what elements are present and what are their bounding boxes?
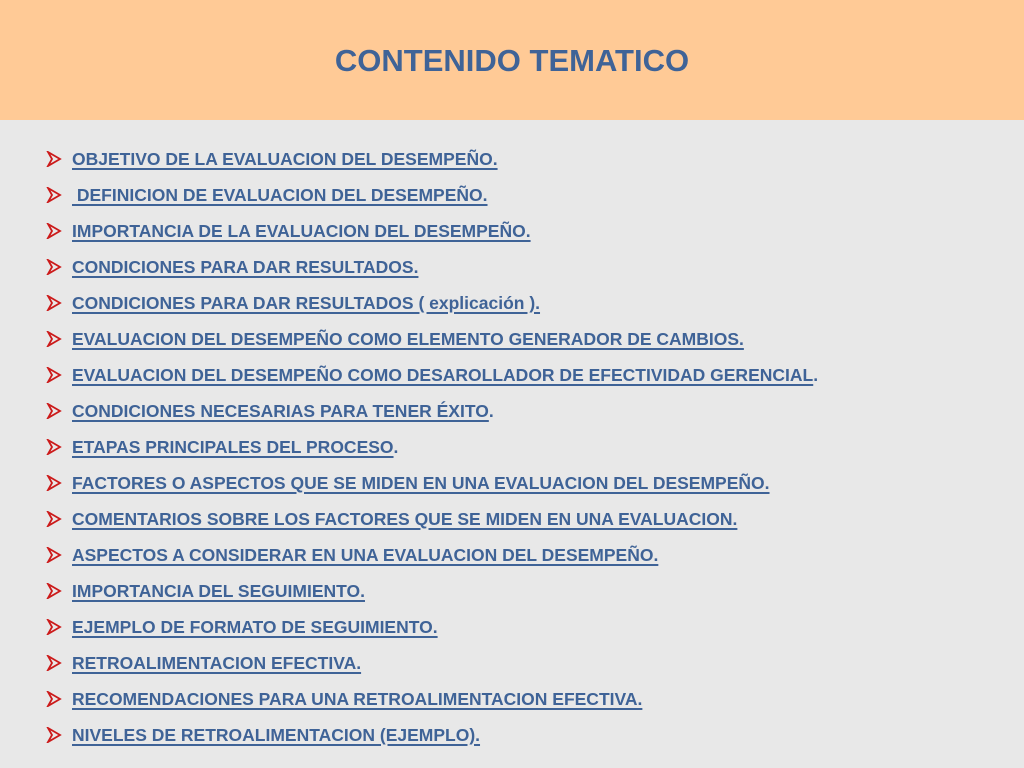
arrow-bullet-icon <box>46 367 72 383</box>
topic-item <box>46 285 818 321</box>
topic-item <box>46 681 818 717</box>
arrow-bullet-icon <box>46 475 72 491</box>
arrow-bullet-icon <box>46 331 72 347</box>
arrow-bullet-icon <box>46 439 72 455</box>
topic-link[interactable]: FACTORES O ASPECTOS QUE SE MIDEN EN UNA EVALUACION DEL DESEMPEÑO. <box>72 472 770 493</box>
topic-item <box>46 465 818 501</box>
slide-title: CONTENIDO TEMATICO <box>334 43 690 78</box>
arrow-bullet-icon <box>46 295 72 311</box>
topic-item <box>46 213 818 249</box>
arrow-bullet-icon <box>46 583 72 599</box>
topic-link[interactable]: ASPECTOS A CONSIDERAR EN UNA EVALUACION DEL DESEMPEÑO. <box>72 544 659 565</box>
topic-item <box>46 429 818 465</box>
topic-item <box>46 249 818 285</box>
topic-item <box>46 537 818 573</box>
topic-item <box>46 177 818 213</box>
arrow-bullet-icon <box>46 655 72 671</box>
topic-item <box>46 645 818 681</box>
topic-item <box>46 609 818 645</box>
arrow-bullet-icon <box>46 727 72 743</box>
topic-link[interactable]: EJEMPLO DE FORMATO DE SEGUIMIENTO. <box>72 616 438 637</box>
topic-item <box>46 357 818 393</box>
topic-item <box>46 573 818 609</box>
topic-link[interactable]: ETAPAS PRINCIPALES DEL PROCESO <box>72 436 394 457</box>
topic-item <box>46 321 818 357</box>
topic-item <box>46 717 818 753</box>
arrow-bullet-icon <box>46 151 72 167</box>
arrow-bullet-icon <box>46 547 72 563</box>
topic-link[interactable]: RECOMENDACIONES PARA UNA RETROALIMENTACION EFECTIVA. <box>72 688 643 709</box>
topic-link[interactable]: CONDICIONES PARA DAR RESULTADOS. <box>72 256 419 277</box>
topic-item <box>46 141 818 177</box>
topic-link[interactable]: IMPORTANCIA DE LA EVALUACION DEL DESEMPEÑO. <box>72 220 531 241</box>
topic-link[interactable]: OBJETIVO DE LA EVALUACION DEL DESEMPEÑO. <box>72 148 498 169</box>
topic-link[interactable]: CONDICIONES NECESARIAS PARA TENER ÉXITO <box>72 400 489 421</box>
topic-link[interactable]: RETROALIMENTACION EFECTIVA. <box>72 652 362 673</box>
topic-item <box>46 501 818 537</box>
topic-trailing-punct: . <box>488 400 494 421</box>
arrow-bullet-icon <box>46 511 72 527</box>
topic-trailing-punct: . <box>393 436 399 457</box>
topic-link[interactable]: IMPORTANCIA DEL SEGUIMIENTO. <box>72 580 365 601</box>
arrow-bullet-icon <box>46 187 72 203</box>
topic-trailing-punct: . <box>813 364 819 385</box>
arrow-bullet-icon <box>46 403 72 419</box>
topic-link[interactable]: CONDICIONES PARA DAR RESULTADOS ( explicación ). <box>72 292 541 313</box>
arrow-bullet-icon <box>46 223 72 239</box>
arrow-bullet-icon <box>46 259 72 275</box>
topic-link[interactable]: EVALUACION DEL DESEMPEÑO COMO DESAROLLADOR DE EFECTIVIDAD GERENCIAL <box>72 364 814 385</box>
topic-link[interactable]: EVALUACION DEL DESEMPEÑO COMO ELEMENTO GENERADOR DE CAMBIOS. <box>72 328 744 349</box>
topic-link[interactable]: NIVELES DE RETROALIMENTACION (EJEMPLO). <box>72 724 481 745</box>
topic-item <box>46 393 818 429</box>
topic-link[interactable]: DEFINICION DE EVALUACION DEL DESEMPEÑO. <box>72 184 488 205</box>
topic-link[interactable]: COMENTARIOS SOBRE LOS FACTORES QUE SE MIDEN EN UNA EVALUACION. <box>72 508 738 529</box>
arrow-bullet-icon <box>46 691 72 707</box>
title-band <box>0 0 1024 120</box>
arrow-bullet-icon <box>46 619 72 635</box>
topic-list <box>46 141 818 753</box>
